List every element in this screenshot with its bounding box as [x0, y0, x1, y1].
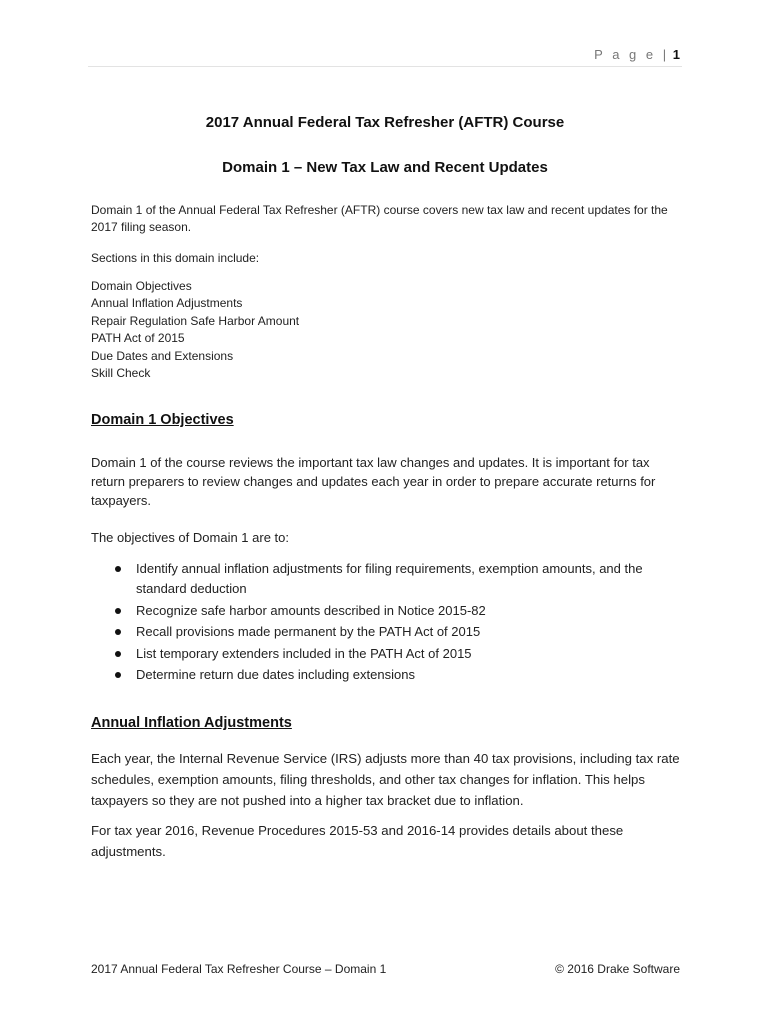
objective-text: List temporary extenders included in the PATH Act of 2015 — [136, 645, 472, 661]
page-label: P a g e — [594, 47, 657, 62]
bullet-icon — [115, 629, 121, 635]
list-item: Skill Check — [91, 366, 151, 381]
sections-intro: Sections in this domain include: — [91, 251, 260, 265]
list-item: Repair Regulation Safe Harbor Amount — [91, 313, 300, 328]
footer-copyright: © 2016 Drake Software — [555, 962, 680, 976]
footer-course-title: 2017 Annual Federal Tax Refresher Course – Domain 1 — [91, 962, 387, 976]
inflation-paragraph-1: Each year, the Internal Revenue Service (IRS) adjusts more than 40 tax provisions, including tax rate schedules, exemption amounts, filing thresholds, and other tax changes for inflation. This helps taxpayers so they are not pushed into a higher tax bracket due to inflation. — [91, 751, 680, 808]
list-item — [113, 559, 683, 599]
objectives-list-intro: The objectives of Domain 1 are to: — [91, 530, 289, 545]
list-item — [113, 644, 683, 664]
list-item — [113, 665, 683, 685]
document-title: 2017 Annual Federal Tax Refresher (AFTR) Course — [205, 114, 565, 131]
list-item: Due Dates and Extensions — [91, 348, 234, 363]
list-item: Annual Inflation Adjustments — [91, 296, 243, 311]
list-item: Domain Objectives — [91, 279, 192, 293]
page-number-header — [594, 47, 680, 62]
page-number: 1 — [672, 47, 680, 62]
intro-paragraph: Domain 1 of the Annual Federal Tax Refresher (AFTR) course covers new tax law and recent updates for the 2017 filing season. — [91, 203, 668, 234]
page-separator: | — [662, 47, 667, 62]
sections-list — [91, 278, 299, 382]
objective-text: Determine return due dates including extensions — [136, 667, 415, 682]
objectives-heading: Domain 1 Objectives — [91, 412, 234, 428]
inflation-paragraph-2: For tax year 2016, Revenue Procedures 2015-53 and 2016-14 provides details about these adjustments. — [91, 823, 624, 859]
header-divider — [88, 66, 682, 67]
objective-text: Identify annual inflation adjustments for filing requirements, exemption amounts, and the standard deduction — [136, 561, 643, 596]
inflation-heading: Annual Inflation Adjustments — [91, 715, 292, 731]
bullet-icon — [115, 608, 121, 614]
bullet-icon — [115, 672, 121, 678]
objective-text: Recall provisions made permanent by the PATH Act of 2015 — [136, 624, 481, 639]
bullet-icon — [115, 566, 121, 572]
objectives-paragraph: Domain 1 of the course reviews the important tax law changes and updates. It is important for tax return preparers to review changes and updates each year in order to prepare accurate returns for taxpayers. — [91, 455, 656, 508]
list-item: PATH Act of 2015 — [91, 331, 185, 346]
objectives-list — [113, 559, 683, 687]
document-subtitle: Domain 1 – New Tax Law and Recent Updates — [222, 159, 548, 176]
list-item — [113, 622, 683, 642]
objective-text: Recognize safe harbor amounts described in Notice 2015-82 — [136, 602, 486, 618]
bullet-icon — [115, 651, 121, 657]
list-item — [113, 601, 683, 621]
